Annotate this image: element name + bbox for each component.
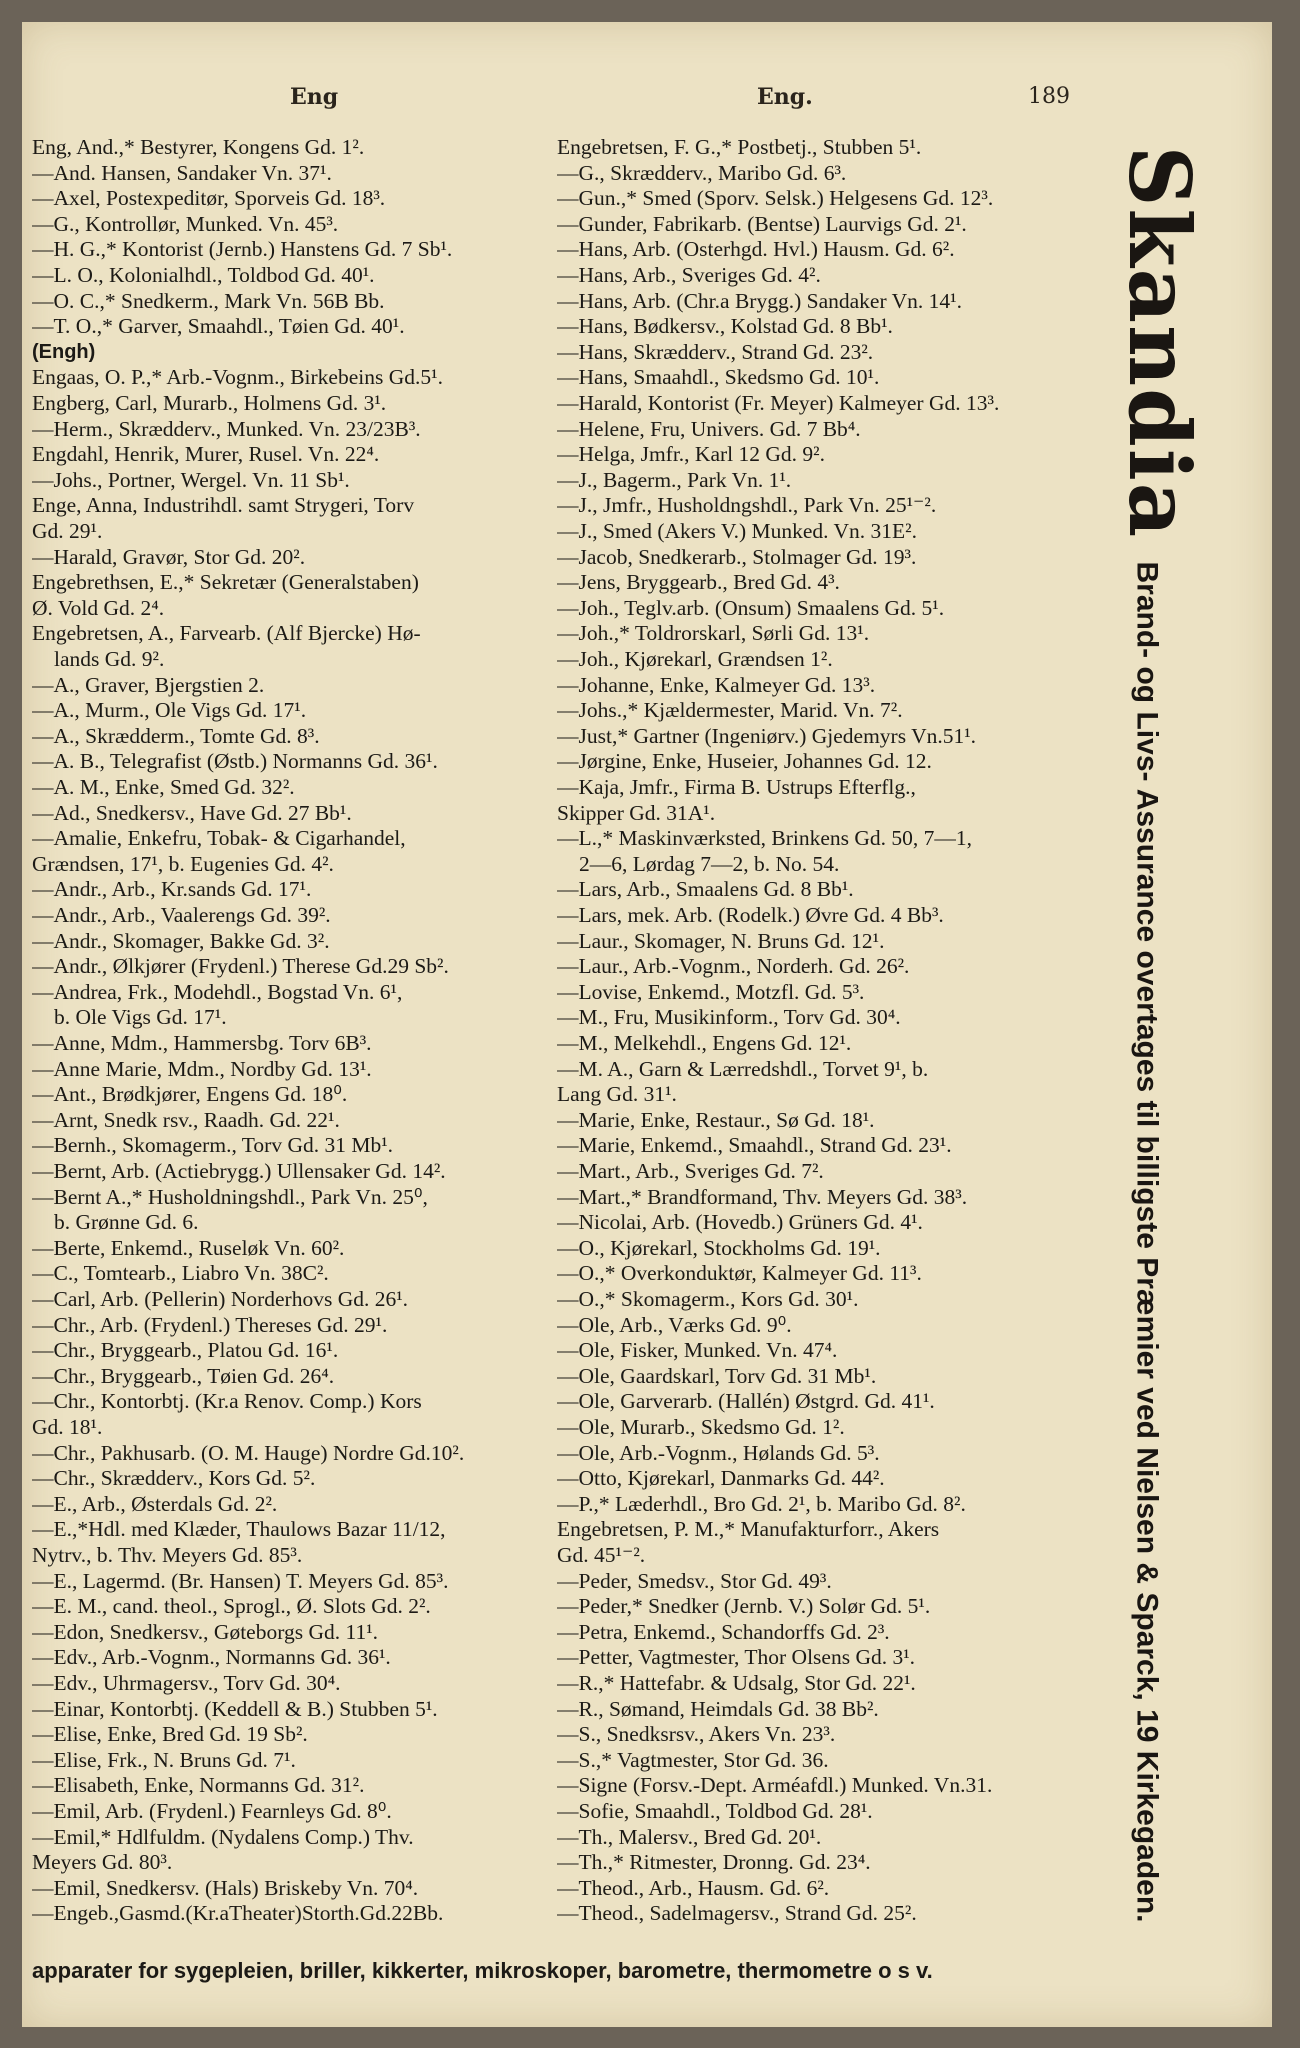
right-column	[557, 134, 1097, 1954]
directory-entry-line: —O.,* Overkonduktør, Kalmeyer Gd. 11³.	[557, 1261, 922, 1286]
directory-entry-line: —Hans, Skrædderv., Strand Gd. 23².	[557, 339, 874, 364]
directory-entry-line: —Anne Marie, Mdm., Nordby Gd. 13¹.	[32, 1056, 372, 1081]
directory-entry-line: —Petra, Enkemd., Schandorffs Gd. 2³.	[557, 1619, 890, 1644]
directory-entry-line: —Anne, Mdm., Hammersbg. Torv 6B³.	[32, 1031, 372, 1055]
directory-entry-line: lands Gd. 9².	[54, 647, 165, 671]
directory-entry-line: —Peder,* Snedker (Jernb. V.) Solør Gd. 5¹.	[557, 1594, 931, 1619]
directory-entry-line: —O., Kjørekarl, Stockholms Gd. 19¹.	[557, 1235, 881, 1260]
directory-entry-line: —Ad., Snedkersv., Have Gd. 27 Bb¹.	[32, 800, 352, 825]
directory-entry-line: —J., Bagerm., Park Vn. 1¹.	[557, 467, 792, 492]
directory-entry-line: —Elise, Enke, Bred Gd. 19 Sb².	[32, 1722, 308, 1747]
directory-entry-line: —Amalie, Enkefru, Tobak- & Cigarhandel,	[32, 826, 406, 851]
directory-entry-line: —Johanne, Enke, Kalmeyer Gd. 13³.	[557, 672, 876, 697]
directory-entry-line: —E. M., cand. theol., Sprogl., Ø. Slots Gd. 2².	[32, 1594, 431, 1619]
directory-entry-line: —Harald, Gravør, Stor Gd. 20².	[32, 544, 306, 569]
directory-entry-line: —Otto, Kjørekarl, Danmarks Gd. 44².	[557, 1466, 885, 1491]
directory-entry-line: —Jens, Bryggearb., Bred Gd. 4³.	[557, 570, 840, 595]
directory-entry-line: Engdahl, Henrik, Murer, Rusel. Vn. 22⁴.	[32, 442, 380, 467]
directory-entry-line: Engebretsen, P. M.,* Manufakturforr., Akers	[557, 1517, 940, 1542]
directory-entry-line: —Joh.,* Toldrorskarl, Sørli Gd. 13¹.	[557, 621, 870, 646]
directory-entry-line: —R., Sømand, Heimdals Gd. 38 Bb².	[557, 1696, 879, 1721]
directory-entry-line: —Ole, Murarb., Skedsmo Gd. 1².	[557, 1415, 845, 1439]
directory-entry-line: —Ole, Gaardskarl, Torv Gd. 31 Mb¹.	[557, 1363, 877, 1388]
directory-entry-line: —O. C.,* Snedkerm., Mark Vn. 56B Bb.	[32, 288, 385, 313]
directory-entry-line: —Arnt, Snedk rsv., Raadh. Gd. 22¹.	[32, 1107, 340, 1132]
directory-entry-line: —Ole, Garverarb. (Hallén) Østgrd. Gd. 41¹.	[557, 1389, 935, 1414]
directory-entry-line: —Edv., Arb.-Vognm., Normanns Gd. 36¹.	[32, 1645, 391, 1670]
directory-entry-line: —Emil, Snedkersv. (Hals) Briskeby Vn. 70⁴.	[32, 1875, 419, 1900]
directory-entry-line: —Just,* Gartner (Ingeniørv.) Gjedemyrs Vn.51¹.	[557, 723, 977, 748]
directory-entry-line: —Jørgine, Enke, Huseier, Johannes Gd. 12.	[557, 749, 932, 774]
directory-entry-line: —Edon, Snedkersv., Gøteborgs Gd. 11¹.	[32, 1619, 379, 1644]
directory-entry-line: —Elisabeth, Enke, Normanns Gd. 31².	[32, 1773, 365, 1798]
directory-entry-line: Lang Gd. 31¹.	[557, 1082, 677, 1107]
left-column	[32, 134, 562, 1954]
directory-entry-line: —Hans, Arb. (Osterhgd. Hvl.) Hausm. Gd. 6².	[557, 237, 955, 262]
directory-entry-line: —Helene, Fru, Univers. Gd. 7 Bb⁴.	[557, 416, 861, 441]
advert-tagline	[1102, 561, 1192, 1923]
directory-entry-line: —Gunder, Fabrikarb. (Bentse) Laurvigs Gd. 2¹.	[557, 211, 967, 236]
directory-entry-line: —L. O., Kolonialhdl., Toldbod Gd. 40¹.	[32, 263, 375, 287]
directory-entry-line: —Chr., Pakhusarb. (O. M. Hauge) Nordre Gd.10².	[32, 1440, 465, 1465]
directory-entry-line: —Theod., Arb., Hausm. Gd. 6².	[557, 1875, 830, 1900]
directory-entry-line: —Th.,* Ritmester, Dronng. Gd. 23⁴.	[557, 1850, 871, 1875]
directory-entry-line: —Chr., Skrædderv., Kors Gd. 5².	[32, 1466, 316, 1491]
header-middle-keyword: Eng.	[757, 84, 813, 110]
directory-entry-line: —A., Skrædderm., Tomte Gd. 8³.	[32, 723, 320, 748]
directory-entry-line: —E., Lagermd. (Br. Hansen) T. Meyers Gd. 85³.	[32, 1568, 449, 1593]
directory-entry-line: Skipper Gd. 31A¹.	[557, 800, 716, 825]
directory-entry-line: —Joh., Teglv.arb. (Onsum) Smaalens Gd. 5¹.	[557, 595, 945, 620]
page-number: 189	[1028, 84, 1070, 109]
directory-entry-line: —E., Arb., Østerdals Gd. 2².	[32, 1491, 278, 1516]
directory-entry-line: —Lars, Arb., Smaalens Gd. 8 Bb¹.	[557, 877, 854, 902]
directory-entry-line: —G., Skrædderv., Maribo Gd. 6³.	[557, 160, 847, 185]
directory-entry-line: —Andr., Arb., Kr.sands Gd. 17¹.	[32, 877, 312, 902]
directory-entry-line: —Chr., Kontorbtj. (Kr.a Renov. Comp.) Kors	[32, 1389, 422, 1414]
directory-entry-line: —Ole, Arb., Værks Gd. 9⁰.	[557, 1312, 792, 1337]
page-header	[22, 84, 1272, 124]
directory-entry-line: —Jacob, Snedkerarb., Stolmager Gd. 19³.	[557, 544, 917, 569]
directory-entry-line: —Bernt A.,* Husholdningshdl., Park Vn. 25⁰,	[32, 1184, 428, 1209]
directory-entry-line: —And. Hansen, Sandaker Vn. 37¹.	[32, 160, 332, 185]
directory-entry-line: —Sofie, Smaahdl., Toldbod Gd. 28¹.	[557, 1799, 873, 1823]
directory-entry-line: —A., Graver, Bjergstien 2.	[32, 672, 265, 697]
directory-entry-line: b. Grønne Gd. 6.	[54, 1210, 199, 1235]
directory-page	[22, 22, 1272, 2027]
directory-entry-line: —P.,* Læderhdl., Bro Gd. 2¹, b. Maribo Gd. 8².	[557, 1491, 966, 1516]
directory-entry-line: —Mart.,* Brandformand, Thv. Meyers Gd. 38³.	[557, 1184, 968, 1209]
directory-entry-line: —A. M., Enke, Smed Gd. 32².	[32, 775, 295, 799]
directory-entry-line: 2—6, Lørdag 7—2, b. No. 54.	[579, 851, 840, 876]
directory-entry-line: —Laur., Arb.-Vognm., Norderh. Gd. 26².	[557, 954, 910, 979]
directory-entry-line: —Peder, Smedsv., Stor Gd. 49³.	[557, 1568, 832, 1593]
directory-entry-line: —L.,* Maskinværksted, Brinkens Gd. 50, 7—1,	[557, 826, 973, 851]
directory-entry-line: —Nicolai, Arb. (Hovedb.) Grüners Gd. 4¹.	[557, 1210, 923, 1235]
directory-entry-line: —Emil,* Hdlfuldm. (Nydalens Comp.) Thv.	[32, 1824, 414, 1849]
directory-entry-line: —Andr., Arb., Vaalerengs Gd. 39².	[32, 903, 331, 927]
directory-entry-line: —Johs.,* Kjældermester, Marid. Vn. 7².	[557, 698, 903, 723]
directory-entry-line: —Lars, mek. Arb. (Rodelk.) Øvre Gd. 4 Bb³.	[557, 903, 944, 927]
directory-entry-line: Enge, Anna, Industrihdl. samt Strygeri, Torv	[32, 493, 415, 518]
directory-entry-line: —Emil, Arb. (Frydenl.) Fearnleys Gd. 8⁰.	[32, 1799, 392, 1823]
directory-entry-line: —Lovise, Enkemd., Motzfl. Gd. 5³.	[557, 979, 865, 1004]
directory-entry-line: —Hans, Smaahdl., Skedsmo Gd. 10¹.	[557, 365, 880, 390]
directory-entry-line: —A. B., Telegrafist (Østb.) Normanns Gd. 36¹.	[32, 749, 438, 774]
directory-entry-line: —S., Snedksrsv., Akers Vn. 23³.	[557, 1722, 836, 1747]
directory-entry-line: —Herm., Skrædderv., Munked. Vn. 23/23B³.	[32, 416, 421, 441]
directory-entry-line: —Carl, Arb. (Pellerin) Norderhovs Gd. 26¹.	[32, 1287, 409, 1311]
directory-entry-line: —S.,* Vagtmester, Stor Gd. 36.	[557, 1747, 829, 1772]
directory-entry-line: —C., Tomtearb., Liabro Vn. 38C².	[32, 1261, 329, 1286]
directory-entry-line: —Laur., Skomager, N. Bruns Gd. 12¹.	[557, 928, 885, 953]
directory-entry-line: —M., Melkehdl., Engens Gd. 12¹.	[557, 1031, 852, 1055]
directory-entry-line: Ø. Vold Gd. 2⁴.	[32, 595, 165, 620]
directory-entry-line: Eng, And.,* Bestyrer, Kongens Gd. 1².	[32, 135, 365, 159]
directory-entry-line: —Th., Malersv., Bred Gd. 20¹.	[557, 1824, 822, 1849]
directory-entry-line: —Mart., Arb., Sveriges Gd. 7².	[557, 1159, 824, 1183]
directory-entry-line: Gd. 45¹⁻².	[557, 1543, 646, 1567]
directory-entry-line: —Theod., Sadelmagersv., Strand Gd. 25².	[557, 1901, 917, 1926]
directory-entry-line: —Chr., Bryggearb., Platou Gd. 16¹.	[32, 1338, 339, 1363]
directory-entry-line: —Ole, Fisker, Munked. Vn. 47⁴.	[557, 1338, 838, 1363]
directory-entry-line: —Bernh., Skomagerm., Torv Gd. 31 Mb¹.	[32, 1133, 394, 1158]
directory-entry-line: —Engeb.,Gasmd.(Kr.aTheater)Storth.Gd.22Bb.	[32, 1901, 444, 1926]
directory-entry-line: —Chr., Bryggearb., Tøien Gd. 26⁴.	[32, 1363, 335, 1388]
directory-entry-line: —Einar, Kontorbtj. (Keddell & B.) Stubben 5¹.	[32, 1696, 438, 1721]
directory-entry-line: Engebretsen, A., Farvearb. (Alf Bjercke) Hø-	[32, 621, 421, 646]
directory-entry-line: —Harald, Kontorist (Fr. Meyer) Kalmeyer Gd. 13³.	[557, 391, 1000, 415]
directory-entry-line: —Hans, Arb., Sveriges Gd. 4².	[557, 263, 821, 287]
directory-entry-line: —Johs., Portner, Wergel. Vn. 11 Sb¹.	[32, 467, 350, 492]
directory-entry-line: —Chr., Arb. (Frydenl.) Thereses Gd. 29¹.	[32, 1312, 388, 1337]
directory-entry-line: —Axel, Postexpeditør, Sporveis Gd. 18³.	[32, 186, 386, 211]
directory-entry-line: Nytrv., b. Thv. Meyers Gd. 85³.	[32, 1543, 303, 1567]
directory-entry-line: —E.,*Hdl. med Klæder, Thaulows Bazar 11/12,	[32, 1517, 446, 1542]
directory-entry-line: —Bernt, Arb. (Actiebrygg.) Ullensaker Gd. 14².	[32, 1159, 446, 1183]
directory-entry-line: (Engh)	[32, 340, 96, 363]
directory-entry-line: —Ant., Brødkjører, Engens Gd. 18⁰.	[32, 1082, 348, 1107]
directory-entry-line: Engaas, O. P.,* Arb.-Vognm., Birkebeins Gd.5¹.	[32, 365, 443, 390]
directory-entry-line: Gd. 18¹.	[32, 1415, 103, 1439]
directory-entry-line: —H. G.,* Kontorist (Jernb.) Hanstens Gd. 7 Sb¹.	[32, 237, 453, 262]
directory-entry-line: —Petter, Vagtmester, Thor Olsens Gd. 3¹.	[557, 1645, 916, 1670]
directory-entry-line: —A., Murm., Ole Vigs Gd. 17¹.	[32, 698, 307, 723]
page-footer-text: apparater for sygepleien, briller, kikkerter, mikroskoper, barometre, thermometre o s v.	[32, 1958, 933, 1983]
directory-entry-line: —R.,* Hattefabr. & Udsalg, Stor Gd. 22¹.	[557, 1671, 916, 1695]
directory-entry-line: Engebrethsen, E.,* Sekretær (Generalstaben)	[32, 570, 419, 595]
directory-entry-line: —Signe (Forsv.-Dept. Arméafdl.) Munked. Vn.31.	[557, 1773, 993, 1798]
directory-entry-line: —Marie, Enkemd., Smaahdl., Strand Gd. 23¹.	[557, 1133, 952, 1158]
advert-brand	[1110, 112, 1210, 572]
directory-entry-line: Engberg, Carl, Murarb., Holmens Gd. 3¹.	[32, 391, 387, 415]
directory-entry-line: Gd. 29¹.	[32, 519, 103, 543]
directory-entry-line: —Kaja, Jmfr., Firma B. Ustrups Efterflg.,	[557, 775, 916, 799]
directory-entry-line: —Hans, Bødkersv., Kolstad Gd. 8 Bb¹.	[557, 314, 893, 339]
advert-tagline-text: Brand- og Livs- Assurance overtages til billigste Præmier ved Nielsen & Sparck, 19 Kirkegaden.	[1131, 561, 1164, 1923]
directory-entry-line: b. Ole Vigs Gd. 17¹.	[54, 1005, 227, 1030]
directory-entry-line: —Elise, Frk., N. Bruns Gd. 7¹.	[32, 1747, 296, 1772]
directory-entry-line: —T. O.,* Garver, Smaahdl., Tøien Gd. 40¹.	[32, 314, 405, 339]
directory-entry-line: —O.,* Skomagerm., Kors Gd. 30¹.	[557, 1287, 859, 1311]
directory-entry-line: —Andr., Skomager, Bakke Gd. 3².	[32, 928, 330, 953]
directory-entry-line: —Helga, Jmfr., Karl 12 Gd. 9².	[557, 442, 825, 467]
directory-entry-line: —Marie, Enke, Restaur., Sø Gd. 18¹.	[557, 1107, 875, 1132]
directory-entry-line: —Edv., Uhrmagersv., Torv Gd. 30⁴.	[32, 1671, 341, 1695]
directory-entry-line: —Andr., Ølkjører (Frydenl.) Therese Gd.29 Sb².	[32, 954, 449, 979]
directory-entry-line: —Gun.,* Smed (Sporv. Selsk.) Helgesens Gd. 12³.	[557, 186, 994, 211]
directory-entry-line: —M., Fru, Musikinform., Torv Gd. 30⁴.	[557, 1005, 901, 1030]
directory-entry-line: Grændsen, 17¹, b. Eugenies Gd. 4².	[32, 851, 334, 876]
directory-entry-line: —Andrea, Frk., Modehdl., Bogstad Vn. 6¹,	[32, 979, 403, 1004]
directory-entry-line: —M. A., Garn & Lærredshdl., Torvet 9¹, b.	[557, 1056, 929, 1081]
directory-entry-line: —Joh., Kjørekarl, Grændsen 1².	[557, 647, 833, 671]
directory-entry-line: —J., Smed (Akers V.) Munked. Vn. 31E².	[557, 519, 917, 543]
header-left-keyword: Eng	[290, 84, 339, 110]
directory-entry-line: Engebretsen, F. G.,* Postbetj., Stubben 5¹.	[557, 135, 922, 159]
directory-entry-line: Meyers Gd. 80³.	[32, 1850, 173, 1875]
directory-entry-line: —J., Jmfr., Husholdngshdl., Park Vn. 25¹⁻².	[557, 493, 937, 518]
directory-entry-line: —Berte, Enkemd., Ruseløk Vn. 60².	[32, 1235, 345, 1260]
advert-brand-text: Skandia	[1110, 145, 1210, 539]
directory-entry-line: —G., Kontrollør, Munked. Vn. 45³.	[32, 211, 339, 236]
directory-entry-line: —Hans, Arb. (Chr.a Brygg.) Sandaker Vn. 14¹.	[557, 288, 962, 313]
directory-entry-line: —Ole, Arb.-Vognm., Hølands Gd. 5³.	[557, 1440, 880, 1465]
